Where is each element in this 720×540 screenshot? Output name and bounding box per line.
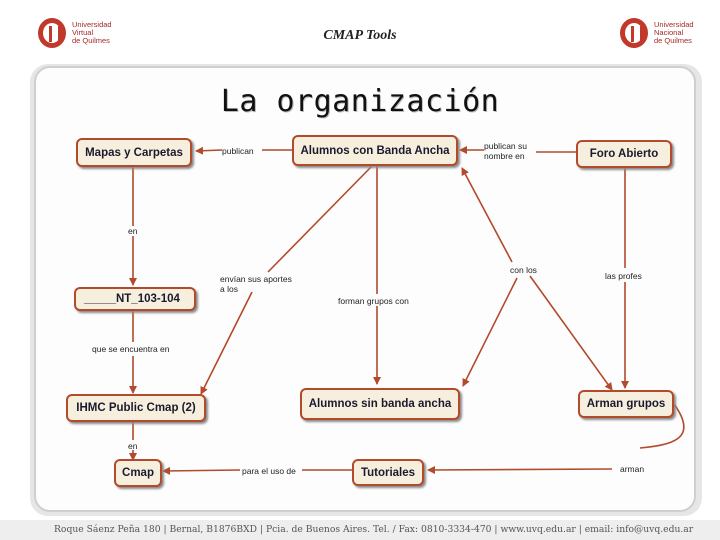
link-banda-conlos <box>462 168 512 262</box>
slide-title: La organización <box>220 84 500 119</box>
link-label-publican-su-line: publican su <box>484 141 528 151</box>
link-label-publican: publican <box>222 146 254 156</box>
link-label-que-se-encuentra: que se encuentra en <box>92 344 170 354</box>
logo-right-line-3: de Quilmes <box>654 36 692 45</box>
logo-left-line-2: Virtual <box>72 28 94 37</box>
node-mapas-carpetas[interactable]: Mapas y Carpetas <box>76 138 192 167</box>
logo-left-line-3: de Quilmes <box>72 36 110 45</box>
link-label-nombre-en-line: nombre en <box>484 151 525 161</box>
node-ihmc-public-cmap[interactable]: IHMC Public Cmap (2) <box>66 394 206 422</box>
link-label-forman-grupos: forman grupos con <box>338 296 409 306</box>
link-banda-envian <box>268 166 372 272</box>
link-arman-line <box>428 469 612 470</box>
link-label-las-profes: las profes <box>605 271 642 281</box>
node-alumnos-sin-banda[interactable]: Alumnos sin banda ancha <box>300 388 460 420</box>
node-alumnos-banda-ancha[interactable]: Alumnos con Banda Ancha <box>292 135 458 166</box>
link-label-envian-line-1: envían sus aportes <box>220 274 292 284</box>
link-label-publican-su-nombre <box>484 141 527 161</box>
logo-right-line-1: Universidad <box>654 20 694 29</box>
footer-contact: Roque Sáenz Peña 180 | Bernal, B1876BXD | Pcia. de Buenos Aires. Tel. / Fax: 0810-3334-470 | www.uvq.edu.ar | email: info@uvq.edu.ar <box>54 524 694 535</box>
header-title: CMAP Tools <box>323 28 397 43</box>
node-cmap[interactable]: Cmap <box>114 459 162 487</box>
link-label-arman: arman <box>620 464 645 474</box>
node-foro-abierto[interactable]: Foro Abierto <box>576 140 672 168</box>
link-label-envian-line-2: a los <box>220 284 238 294</box>
link-label-envian <box>220 274 292 294</box>
link-label-con-los: con los <box>510 265 537 275</box>
link-label-para-el-uso: para el uso de <box>242 466 296 476</box>
node-tutoriales[interactable]: Tutoriales <box>352 459 424 486</box>
link-label-en-1: en <box>128 226 138 236</box>
logo-left-line-1: Universidad <box>72 20 112 29</box>
link-label-en-2: en <box>128 441 138 451</box>
logo-right-line-2: Nacional <box>654 28 684 37</box>
node-arman-grupos[interactable]: Arman grupos <box>578 390 674 418</box>
node-nt-103-104[interactable]: _____NT_103-104 <box>74 287 196 311</box>
